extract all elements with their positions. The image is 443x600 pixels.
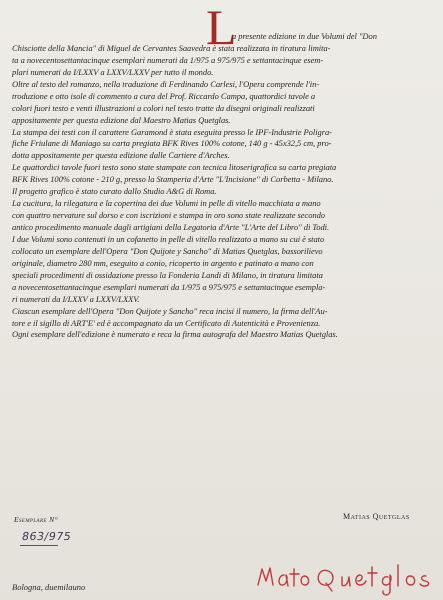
text-line: dotta appositamente per questa edizione dalle Cartiere d'Arches. <box>12 150 230 161</box>
text-line: Chisciotte della Mancia" di Miguel de Cervantes Saavedra è stata realizzata in tiratura limita- <box>12 42 331 53</box>
text-line: ri numerati da I/LXXV a LXXV/LXXV. <box>12 293 140 304</box>
text-line: Ogni esemplare dell'edizione è numerato e reca la firma autografa del Maestro Matias Quetglas. <box>12 329 338 340</box>
text-line: Le quattordici tavole fuori testo sono state stampate con tecnica litoserigrafica su carta pregiata <box>12 162 337 173</box>
place-and-date: Bologna, duemilauno <box>12 582 86 592</box>
text-line: originale, diametro 280 mm, eseguito a conio, ricoperto in argento e patinato a mano con <box>12 257 314 268</box>
text-line: ta a novecentosettantacinque esemplari numerati da 1/975 a 975/975 e settantacinque esem- <box>12 54 324 65</box>
text-line: collocato un esemplare dell'Opera "Don Quijote y Sancho" di Matias Quetglas, bassorilievo <box>12 245 323 256</box>
copy-number-underline <box>20 545 58 546</box>
text-line: colori fuori testo e venti illustrazioni a colori nel testo tratte da disegni originali realizzati <box>12 102 315 113</box>
text-line: BFK Rives 100% cotone - 210 g, presso la Stamperia d'Arte "L'Incisione" di Corbetta - Milano. <box>12 174 334 185</box>
artist-name: Matias Quetglas <box>343 512 410 521</box>
text-line: La cucitura, la rilegatura e la copertina dei due Volumi in pelle di vitello macchiata a mano <box>12 198 321 209</box>
text-line: speciali procedimenti di ossidazione presso la Fonderia Landi di Milano, in tiratura limitata <box>12 269 323 280</box>
artist-signature <box>250 555 443 600</box>
text-line: I due Volumi sono contenuti in un cofanetto in pelle di vitello realizzato a mano su cui è stato <box>12 233 325 244</box>
text-line: tore e il sigillo di ART'E' ed è accompagnato da un Certificato di Autenticità e Provenienza. <box>12 317 321 328</box>
text-line: fiche Friulane di Maniago su carta pregiata BFK Rives 100% cotone, 140 g - 45x32,5 cm, pro- <box>12 138 332 149</box>
text-line: a novecentosettantacinque esemplari numerati da 1/975 a 975/975 e settantacinque esempla- <box>12 281 326 292</box>
text-line: antico procedimento manuale dagli artigiani della Legatoria d'Arte "L'Arte del Libro" di Todi. <box>12 222 330 232</box>
colophon-text <box>12 31 440 341</box>
copy-number-label: Esemplare N° <box>14 515 58 524</box>
text-line: Oltre al testo del romanzo, nella traduzione di Ferdinando Carlesi, l'Opera comprende l'in- <box>12 78 320 89</box>
text-line: a presente edizione in due Volumi del "Don <box>232 31 377 41</box>
copy-number-handwritten: 863/975 <box>20 530 73 543</box>
text-line: troduzione e otto isole di commento a cura del Prof. Riccardo Campa, quattordici tavole a <box>12 90 316 101</box>
text-line: con quattro nervature sul dorso e con iscrizioni e stampa in oro sono state realizzate secondo <box>12 210 326 221</box>
text-line: appositamente per questa edizione dal Maestro Matias Quetglas. <box>12 114 231 125</box>
text-line: Ciascun esemplare dell'Opera "Don Quijote y Sancho" reca incisi il numero, la firma dell'Au- <box>12 305 328 316</box>
text-line: plari numerati da I/LXXV a LXXV/LXXV per tutto il mondo. <box>12 66 214 77</box>
drop-cap: L <box>206 0 237 55</box>
text-line: La stampa dei testi con il carattere Garamond è stata eseguita presso le IPF-Industrie Poligra- <box>12 126 332 137</box>
text-line: Il progetto grafico è stato curato dallo Studio A&G di Roma. <box>12 186 217 197</box>
